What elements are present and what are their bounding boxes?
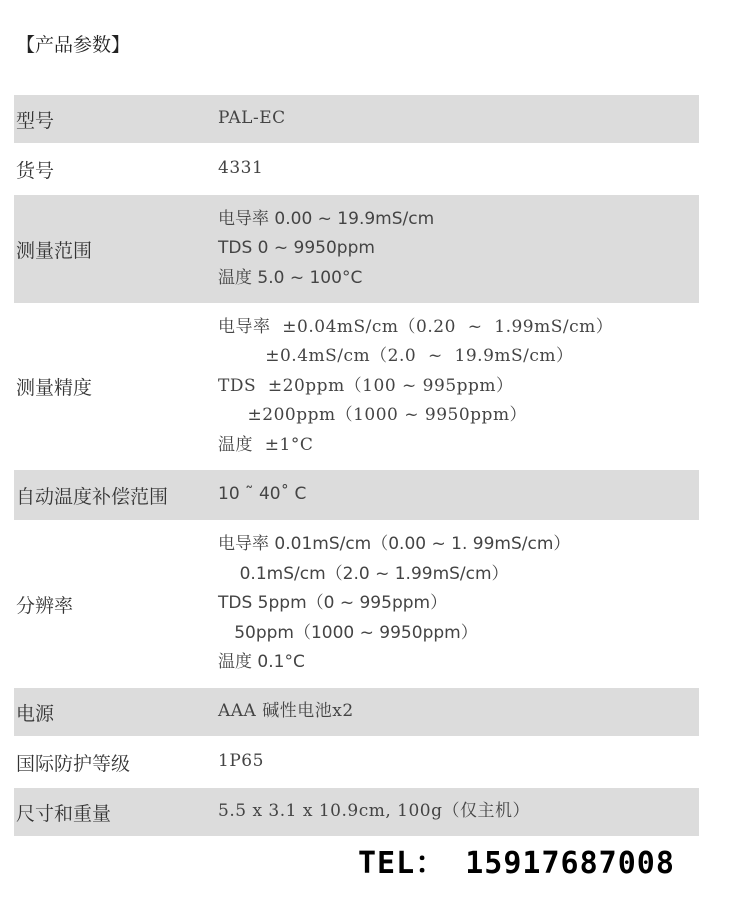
spec-value bbox=[218, 530, 570, 678]
spec-label: 测量精度 bbox=[16, 377, 93, 399]
spec-label: 分辨率 bbox=[16, 594, 74, 617]
spec-value-line: AAA 碱性电池x2 bbox=[218, 701, 354, 722]
telephone-number: TEL： 15917687008 bbox=[358, 846, 675, 881]
spec-label: 尺寸和重量 bbox=[16, 802, 112, 825]
spec-value bbox=[218, 480, 306, 510]
spec-value-line: ±200ppm（1000 ~ 9950ppm） bbox=[218, 405, 528, 426]
spec-value bbox=[218, 697, 354, 727]
spec-row-accuracy bbox=[14, 305, 699, 470]
spec-value-line: 电导率 0.00 ~ 19.9mS/cm bbox=[218, 208, 435, 229]
spec-value-line: 50ppm（1000 ~ 9950ppm） bbox=[218, 622, 478, 643]
spec-label: 测量范围 bbox=[16, 239, 93, 262]
spec-row-model bbox=[14, 95, 699, 145]
spec-value-line: 5.5 x 3.1 x 10.9cm, 100g（仅主机） bbox=[218, 801, 530, 822]
spec-value-line: ±0.4mS/cm（2.0 ~ 19.9mS/cm） bbox=[218, 346, 574, 367]
spec-value-line: 电导率 0.01mS/cm（0.00 ~ 1. 99mS/cm） bbox=[218, 534, 571, 555]
spec-value-line: 电导率 ±0.04mS/cm（0.20 ~ 1.99mS/cm） bbox=[218, 316, 614, 337]
spec-value-line: 10 ˜ 40˚ C bbox=[218, 484, 307, 505]
spec-row-size-weight bbox=[14, 788, 699, 838]
spec-value bbox=[218, 747, 264, 777]
spec-label: 电源 bbox=[16, 702, 55, 725]
spec-value bbox=[218, 154, 263, 184]
spec-value-line: 0.1mS/cm（2.0 ~ 1.99mS/cm） bbox=[218, 563, 509, 584]
spec-row-measure-range bbox=[14, 195, 699, 305]
spec-value-line: 4331 bbox=[218, 158, 264, 179]
spec-value bbox=[218, 104, 286, 134]
spec-value-line: PAL-EC bbox=[218, 108, 286, 129]
spec-row-resolution bbox=[14, 522, 699, 688]
spec-value bbox=[218, 797, 530, 827]
spec-value-line: TDS ±20ppm（100 ~ 995ppm） bbox=[218, 375, 514, 396]
spec-row-power bbox=[14, 688, 699, 738]
spec-value-line: 温度 ±1°C bbox=[218, 434, 314, 455]
spec-value bbox=[218, 205, 434, 294]
spec-label: 货号 bbox=[16, 159, 55, 182]
spec-value-line: 温度 5.0 ~ 100°C bbox=[218, 267, 363, 288]
spec-value-line: TDS 0 ~ 9950ppm bbox=[218, 238, 375, 259]
spec-value-line: TDS 5ppm（0 ~ 995ppm） bbox=[218, 593, 448, 614]
spec-label: 型号 bbox=[16, 109, 55, 132]
spec-value-line: 1P65 bbox=[218, 751, 264, 772]
section-heading: 【产品参数】 bbox=[16, 34, 131, 56]
spec-row-item-number bbox=[14, 145, 699, 195]
spec-value-line: 温度 0.1°C bbox=[218, 652, 305, 673]
spec-table bbox=[14, 95, 699, 838]
spec-label: 自动温度补偿范围 bbox=[16, 485, 169, 508]
spec-row-ip-rating bbox=[14, 738, 699, 788]
spec-label: 国际防护等级 bbox=[16, 752, 131, 775]
spec-value bbox=[218, 313, 613, 461]
spec-row-temp-compensation bbox=[14, 470, 699, 522]
